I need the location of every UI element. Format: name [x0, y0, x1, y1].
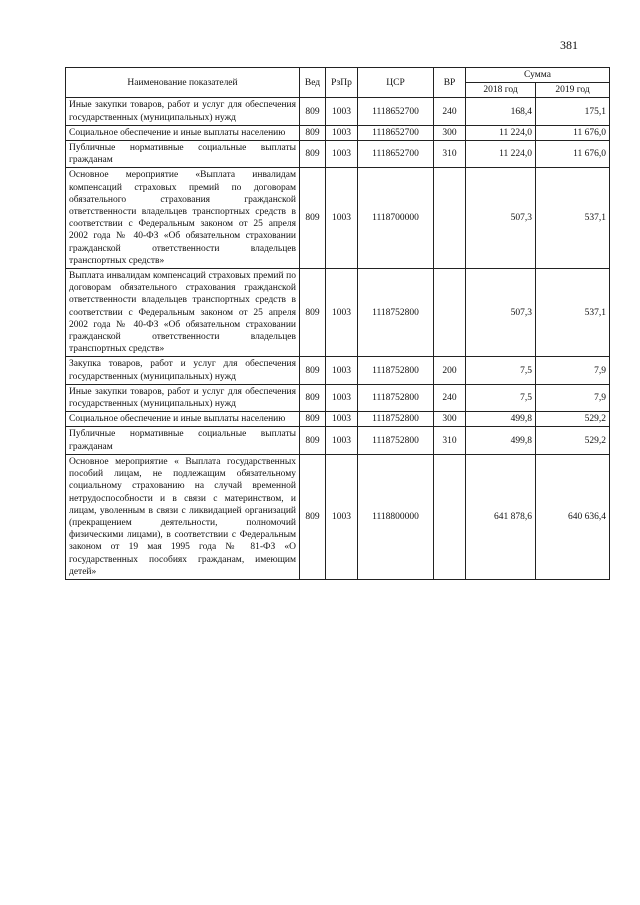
cell-ved: 809: [300, 412, 326, 427]
cell-vr: [434, 269, 466, 357]
cell-rzpr: 1003: [326, 141, 358, 168]
table-row: [66, 98, 610, 125]
cell-csr: 1118700000: [358, 168, 434, 269]
cell-csr: 1118652700: [358, 98, 434, 125]
cell-2018: 7,5: [466, 384, 536, 411]
table-body: [66, 98, 610, 580]
cell-name: Иные закупки товаров, работ и услуг для обеспечения государственных (муниципальных) нужд: [66, 384, 300, 411]
cell-2018: 7,5: [466, 357, 536, 384]
cell-vr: 240: [434, 98, 466, 125]
cell-csr: 1118752800: [358, 427, 434, 454]
cell-csr: 1118752800: [358, 412, 434, 427]
cell-ved: 809: [300, 357, 326, 384]
table-header: [66, 68, 610, 98]
cell-name: Выплата инвалидам компенсаций страховых премий по договорам обязательного страхования гражданской ответственности владельцев транспортных средств в соответствии с Федеральным законом от 25 апреля 2002 года № 40-ФЗ «Об обязательном страховании гражданской ответственности владельцев транспортных средств»: [66, 269, 300, 357]
table-row: [66, 269, 610, 357]
cell-rzpr: 1003: [326, 357, 358, 384]
cell-name: Публичные нормативные социальные выплаты гражданам: [66, 141, 300, 168]
cell-ved: 809: [300, 384, 326, 411]
cell-ved: 809: [300, 269, 326, 357]
table-row: [66, 427, 610, 454]
cell-csr: 1118652700: [358, 141, 434, 168]
header-year-2019: 2019 год: [536, 83, 610, 98]
cell-ved: 809: [300, 427, 326, 454]
cell-ved: 809: [300, 125, 326, 140]
cell-2019: 529,2: [536, 412, 610, 427]
cell-name: Закупка товаров, работ и услуг для обеспечения государственных (муниципальных) нужд: [66, 357, 300, 384]
cell-2018: 11 224,0: [466, 141, 536, 168]
header-sum: Сумма: [466, 68, 610, 83]
cell-2018: 507,3: [466, 168, 536, 269]
table-row: [66, 357, 610, 384]
cell-csr: 1118752800: [358, 384, 434, 411]
header-csr: ЦСР: [358, 68, 434, 98]
cell-rzpr: 1003: [326, 454, 358, 579]
cell-2019: 640 636,4: [536, 454, 610, 579]
cell-ved: 809: [300, 454, 326, 579]
cell-name: Основное мероприятие « Выплата государственных пособий лицам, не подлежащим обязательному социальному страхованию на случай временной нетрудоспособности и в связи с материнством, и лицам, уволенным в связи с ликвидацией организаций (прекращением деятельности, полномочий физическими лицами), в соответствии с Федеральным законом от 19 мая 1995 года № 81-ФЗ «О государственных пособиях гражданам, имеющим детей»: [66, 454, 300, 579]
cell-rzpr: 1003: [326, 98, 358, 125]
cell-2018: 641 878,6: [466, 454, 536, 579]
cell-rzpr: 1003: [326, 412, 358, 427]
table-row: [66, 384, 610, 411]
cell-vr: 310: [434, 427, 466, 454]
header-ved: Вед: [300, 68, 326, 98]
cell-name: Социальное обеспечение и иные выплаты населению: [66, 125, 300, 140]
cell-2019: 11 676,0: [536, 125, 610, 140]
table-row: [66, 168, 610, 269]
cell-2019: 7,9: [536, 357, 610, 384]
cell-name: Публичные нормативные социальные выплаты гражданам: [66, 427, 300, 454]
cell-2018: 168,4: [466, 98, 536, 125]
cell-name: Основное мероприятие «Выплата инвалидам компенсаций страховых премий по договорам обязательного страхования гражданской ответственности владельцев транспортных средств в соответствии с Федеральным законом от 25 апреля 2002 года № 40-ФЗ «Об обязательном страховании гражданской ответственности владельцев транспортных средств»: [66, 168, 300, 269]
cell-vr: 300: [434, 125, 466, 140]
cell-csr: 1118752800: [358, 357, 434, 384]
table-row: [66, 412, 610, 427]
cell-2018: 507,3: [466, 269, 536, 357]
cell-2018: 11 224,0: [466, 125, 536, 140]
cell-2019: 529,2: [536, 427, 610, 454]
budget-table: [65, 67, 610, 580]
cell-ved: 809: [300, 141, 326, 168]
cell-vr: [434, 454, 466, 579]
cell-rzpr: 1003: [326, 427, 358, 454]
cell-csr: 1118652700: [358, 125, 434, 140]
page-number: 381: [560, 38, 578, 52]
header-rzpr: РзПр: [326, 68, 358, 98]
cell-rzpr: 1003: [326, 384, 358, 411]
cell-2018: 499,8: [466, 427, 536, 454]
cell-2019: 537,1: [536, 269, 610, 357]
cell-ved: 809: [300, 168, 326, 269]
cell-2018: 499,8: [466, 412, 536, 427]
cell-csr: 1118752800: [358, 269, 434, 357]
cell-rzpr: 1003: [326, 269, 358, 357]
header-vr: ВР: [434, 68, 466, 98]
header-year-2018: 2018 год: [466, 83, 536, 98]
cell-2019: 7,9: [536, 384, 610, 411]
cell-vr: [434, 168, 466, 269]
cell-rzpr: 1003: [326, 168, 358, 269]
cell-2019: 537,1: [536, 168, 610, 269]
cell-vr: 300: [434, 412, 466, 427]
cell-name: Социальное обеспечение и иные выплаты населению: [66, 412, 300, 427]
cell-vr: 200: [434, 357, 466, 384]
cell-vr: 240: [434, 384, 466, 411]
cell-2019: 11 676,0: [536, 141, 610, 168]
table-row: [66, 141, 610, 168]
cell-csr: 1118800000: [358, 454, 434, 579]
table-row: [66, 454, 610, 579]
cell-ved: 809: [300, 98, 326, 125]
table-row: [66, 125, 610, 140]
cell-2019: 175,1: [536, 98, 610, 125]
cell-rzpr: 1003: [326, 125, 358, 140]
cell-name: Иные закупки товаров, работ и услуг для обеспечения государственных (муниципальных) нужд: [66, 98, 300, 125]
cell-vr: 310: [434, 141, 466, 168]
header-name: Наименование показателей: [66, 68, 300, 98]
